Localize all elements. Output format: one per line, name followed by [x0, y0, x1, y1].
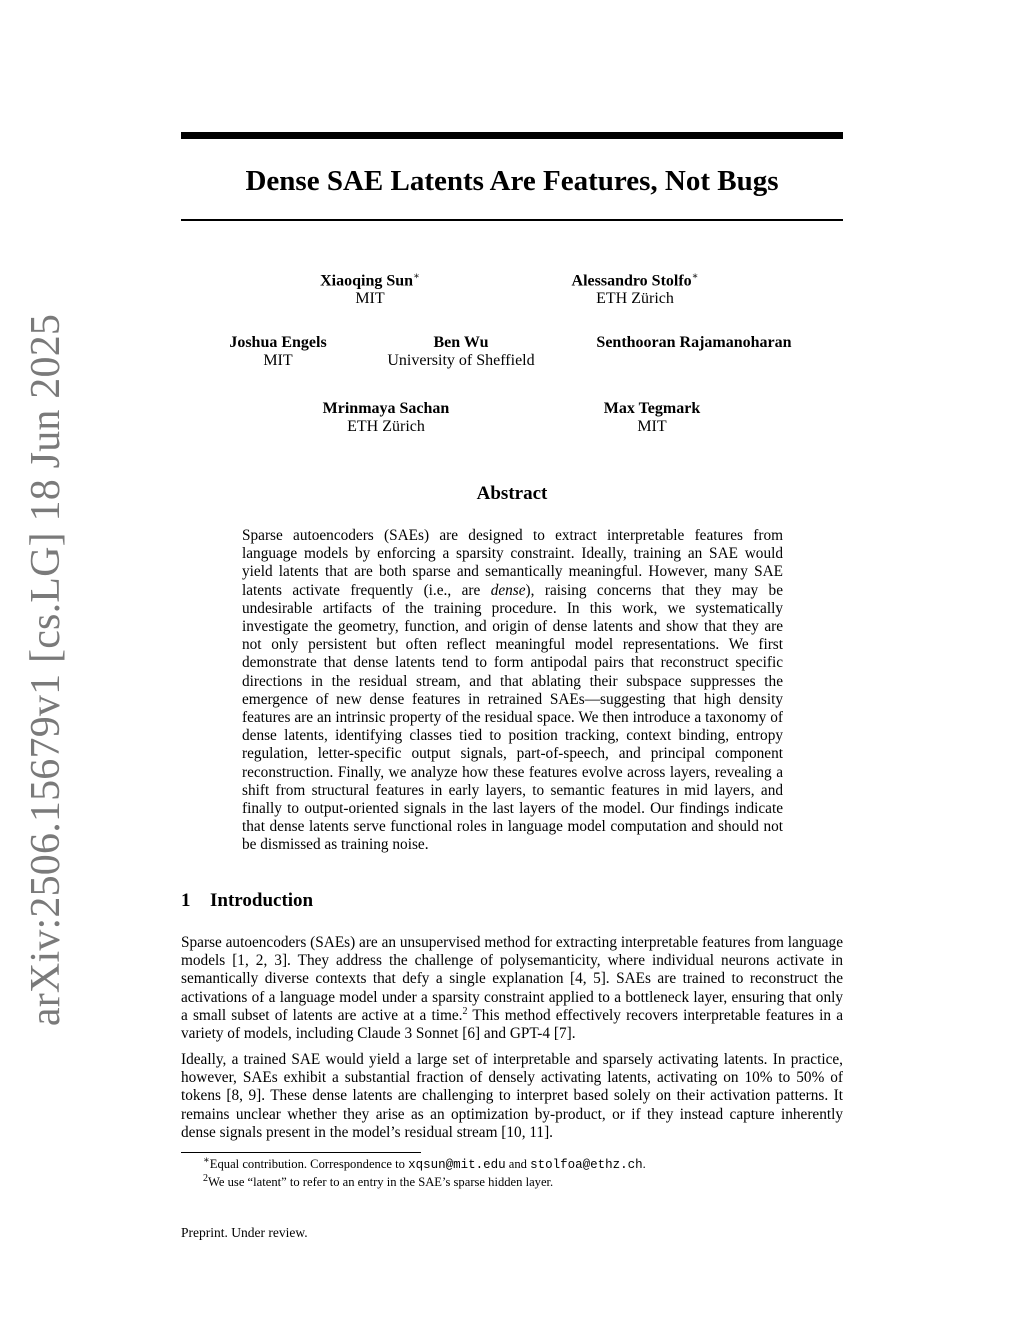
abstract-body: Sparse autoencoders (SAEs) are designed to extract interpretable features from language models by enforcing a sparsity constraint. Ideally, training an SAE would yield latents that are both sparse and semantically meaningful. However, many SAE latents activate frequently (i.e., are dense), raising concerns that they may be undesirable artifacts of the training procedure. In this work, we systematically investigate the geometry, function, and origin of dense latents and show that they are not only persistent but often reflect meaningful model representations. We first demonstrate that dense latents tend to form antipodal pairs that reconstruct specific directions in the residual stream, and that ablating their subspace suppresses the emergence of new dense features in retrained SAEs—suggesting that high density features are an intrinsic property of the residual space. We then introduce a taxonomy of dense latents, identifying classes tied to position tracking, context binding, entropy regulation, letter-specific output signals, part-of-speech, and principal component reconstruction. Finally, we analyze how these features evolve across layers, revealing a shift from structural features in early layers, to semantic features in mid layers, and finally to output-oriented signals in the last layers of the model. Our findings indicate that dense latents serve functional roles in language model computation and should not be dismissed as training noise.	[242, 527, 783, 854]
author-affiliation: MIT	[263, 352, 293, 369]
title-top-rule	[181, 132, 843, 139]
footnote-equal-contribution: ∗Equal contribution. Correspondence to xqsun@mit.edu and stolfoa@ethz.ch.	[203, 1154, 646, 1172]
author-block	[300, 268, 440, 308]
section-heading-introduction: 1 Introduction	[181, 890, 314, 911]
intro-paragraph: Sparse autoencoders (SAEs) are an unsupervised method for extracting interpretable features from language models [1, 2, 3]. They address the challenge of polysemanticity, where individual neurons activate in semantically diverse contexts that defy a single explanation [4, 5]. SAEs are trained to reconstruct the activations of a language model under a sparsity constraint applied to a bottleneck layer, ensuring that only a small subset of latents are active at a time.$^2$ This method effectively recovers interpretable features in a variety of models, including Claude 3 Sonnet [6] and GPT-4 [7].	[181, 934, 843, 1043]
title-bottom-rule	[181, 219, 843, 221]
paper-title: Dense SAE Latents Are Features, Not Bugs	[245, 165, 779, 197]
author-name: Alessandro Stolfo∗	[571, 271, 699, 290]
author-name: Xiaoqing Sun∗	[320, 271, 420, 290]
author-affiliation: MIT	[355, 290, 385, 308]
author-name: Ben Wu	[433, 334, 489, 351]
author-block	[213, 334, 343, 370]
footnote-ref: 2	[462, 1005, 468, 1017]
author-block	[592, 400, 712, 436]
email-link[interactable]: stolfoa@ethz.ch	[530, 1158, 643, 1172]
footnote-latent-definition: $^2$We use “latent” to refer to an entry in the SAE’s sparse hidden layer.	[203, 1172, 554, 1189]
author-name: Senthooran Rajamanoharan	[596, 334, 792, 351]
author-name: Mrinmaya Sachan	[322, 400, 450, 417]
email-link[interactable]: xqsun@mit.edu	[408, 1158, 506, 1172]
intro-paragraph: Ideally, a trained SAE would yield a large set of interpretable and sparsely activating latents. In practice, however, SAEs exhibit a substantial fraction of densely activating latents, activating on 10% to 50% of tokens [8, 9]. These dense latents are challenging to interpret based solely on their activation patterns. It remains unclear whether they arise as an optimization by-product, or if they instead capture inherently dense signals present in the model’s residual stream [10, 11].	[181, 1051, 843, 1141]
abstract-heading: Abstract	[476, 483, 548, 504]
author-affiliation: University of Sheffield	[387, 352, 535, 369]
author-affiliation: ETH Zürich	[596, 290, 674, 308]
arxiv-sidebar-stamp: arXiv:2506.15679v1 [cs.LG] 18 Jun 2025	[23, 313, 69, 1027]
author-block	[375, 334, 547, 370]
author-name: Max Tegmark	[603, 400, 701, 417]
author-affiliation: MIT	[637, 418, 667, 435]
author-block	[583, 334, 805, 352]
author-block	[311, 400, 461, 436]
author-block	[555, 268, 715, 308]
author-affiliation: ETH Zürich	[347, 418, 425, 435]
author-name: Joshua Engels	[229, 334, 327, 351]
footnote-rule	[181, 1152, 421, 1153]
preprint-note: Preprint. Under review.	[181, 1225, 308, 1240]
